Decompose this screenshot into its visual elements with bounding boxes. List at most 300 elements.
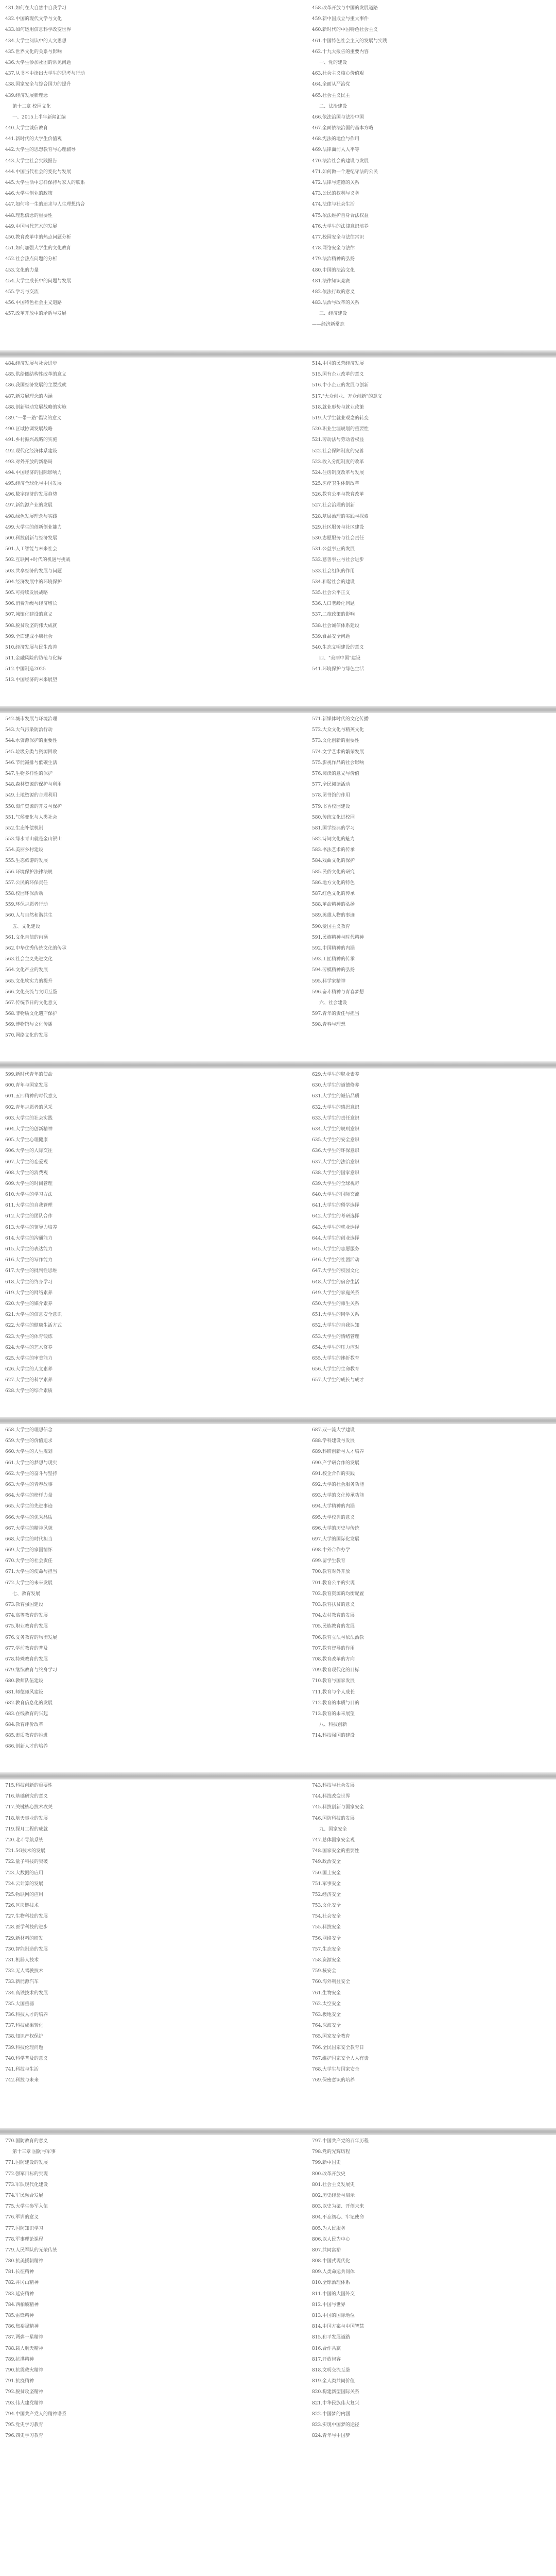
- right-column: [312, 3, 549, 331]
- list-item: 709.教育现代化的目标: [312, 1668, 360, 1673]
- list-item: 755.科技安全: [312, 1925, 341, 1930]
- list-item: 655.大学生的挫折教育: [312, 1355, 360, 1361]
- list-item: 501.人工智能与未来社会: [5, 547, 58, 552]
- list-item: 798.党的光辉历程: [312, 2149, 351, 2155]
- list-item: 528.基层治理的实践与探索: [312, 514, 369, 519]
- list-item: 807.共同富裕: [312, 2247, 341, 2253]
- list-item: 782.井冈山精神: [5, 2280, 39, 2286]
- list-item: 781.长征精神: [5, 2269, 34, 2275]
- list-item: 525.医疗卫生体制改革: [312, 481, 360, 487]
- list-item: 487.新发展理念的内涵: [5, 394, 53, 399]
- right-column: [312, 359, 549, 675]
- list-item: 769.保密意识的培养: [312, 2078, 355, 2083]
- list-item: 743.科技与社会发展: [312, 1783, 355, 1788]
- list-item: 531.公益事业的发展: [312, 547, 355, 552]
- document-page: [0, 1425, 556, 1775]
- list-item: 789.抗洪精神: [5, 2357, 34, 2362]
- list-item: 544.水资源保护的重要性: [5, 738, 58, 744]
- list-item: 521.劳动法与劳动者权益: [312, 437, 364, 443]
- list-item: 446.大学生创业的政策: [5, 191, 53, 197]
- list-item: 504.经济发展中的环境保护: [5, 579, 62, 585]
- list-item: 440.大学生诚信教育: [5, 126, 48, 131]
- list-item: 553.绿水青山就是金山银山: [5, 837, 62, 842]
- list-item: 522.社会保障制度的完善: [312, 448, 364, 454]
- list-item: 721.5G技术的发展: [5, 1849, 45, 1854]
- list-item: 436.大学生参加社团的常见问题: [5, 60, 72, 65]
- list-item: 700.教育对外开放: [312, 1569, 351, 1575]
- list-item: 727.生物科技的发展: [5, 1914, 48, 1920]
- list-item: 536.人口老龄化问题: [312, 601, 355, 607]
- list-item: 520.职业生涯规划的重要性: [312, 427, 369, 432]
- list-item: 540.生态文明建设的意义: [312, 645, 364, 650]
- section-heading: 四、"美丽中国"建设: [319, 656, 361, 662]
- list-item: 606.大学生的人际交往: [5, 1148, 53, 1154]
- list-item: 759.核安全: [312, 1969, 337, 1974]
- list-item: 774.军民融合发展: [5, 2193, 44, 2198]
- list-item: 618.大学生的终身学习: [5, 1279, 53, 1285]
- list-item: 594.劳模精神的弘扬: [312, 968, 355, 973]
- list-item: 589.英雄人物的事迹: [312, 913, 355, 919]
- list-item: 735.大国重器: [5, 2001, 34, 2007]
- list-item: 718.航天事业的发展: [5, 1816, 48, 1821]
- list-item: 693.大学的文化传承功能: [312, 1493, 364, 1499]
- list-item: 605.大学生心理健康: [5, 1138, 48, 1143]
- list-item: 498.绿色发展理念与实践: [5, 514, 58, 519]
- list-item: 645.大学生的志愿服务: [312, 1247, 360, 1252]
- list-item: 455.学习与交流: [5, 289, 39, 295]
- list-item: 535.社会公平正义: [312, 590, 351, 596]
- list-item: 518.就业形势与就业政策: [312, 404, 364, 410]
- list-item: 788.载人航天精神: [5, 2346, 44, 2351]
- list-item: 665.大学生的先进事迹: [5, 1504, 53, 1510]
- list-item: 526.教育公平与教育改革: [312, 492, 364, 498]
- list-item: 678.特殊教育的发展: [5, 1656, 48, 1662]
- page-divider: [0, 1772, 556, 1780]
- list-item: 552.生态补偿机制: [5, 825, 44, 831]
- list-item: 475.依法维护自身合法权益: [312, 213, 369, 218]
- list-item: 512.中国制造2025: [5, 667, 46, 672]
- list-item: 566.文化交流与文明互鉴: [5, 989, 58, 995]
- list-item: 450.教育改革中的热点问题分析: [5, 234, 72, 240]
- list-item: 477.校园安全与法律常识: [312, 234, 364, 240]
- list-item: 713.教育的未来展望: [312, 1711, 355, 1717]
- list-item: 695.大学校训的意义: [312, 1515, 355, 1520]
- list-item: 559.环保志愿者行动: [5, 902, 48, 908]
- list-item: 676.义务教育的均衡发展: [5, 1635, 58, 1640]
- list-item: 749.政治安全: [312, 1859, 341, 1865]
- list-item: 496.数字经济的发展趋势: [5, 492, 58, 498]
- list-item: 804.不忘初心、牢记使命: [312, 2215, 364, 2221]
- list-item: 691.校企合作的实践: [312, 1471, 355, 1477]
- list-item: 637.大学生的法治意识: [312, 1159, 360, 1165]
- list-item: 612.大学生的团队合作: [5, 1214, 53, 1219]
- list-item: 633.大学生的责任意识: [312, 1115, 360, 1121]
- left-column: [5, 1070, 242, 1397]
- list-item: 560.人与自然和谐共生: [5, 913, 53, 919]
- list-item: 434.大学生阅读中的人文思想: [5, 38, 67, 44]
- list-item: 720.北斗导航系统: [5, 1837, 44, 1843]
- list-item: 771.国防建设的发展: [5, 2160, 48, 2166]
- list-item: 489."一带一路"倡议的意义: [5, 415, 62, 421]
- list-item: 596.奋斗精神与青春梦想: [312, 989, 364, 995]
- list-item: 703.教育扶贫的意义: [312, 1602, 355, 1607]
- list-item: 584.戏曲文化的保护: [312, 858, 355, 864]
- list-item: 739.科技伦理问题: [5, 2045, 44, 2050]
- list-item: 457.改革开放中的矛盾与发展: [5, 311, 67, 317]
- list-item: 679.继续教育与终身学习: [5, 1668, 58, 1673]
- list-item: 793.伟大建党精神: [5, 2400, 44, 2406]
- list-item: 451.如何加强大学生的文化教育: [5, 246, 72, 251]
- list-item: 751.军事安全: [312, 1881, 341, 1887]
- list-item: 585.民俗文化的研究: [312, 869, 355, 875]
- list-item: 717.关键核心技术攻关: [5, 1805, 53, 1810]
- list-item: 506.消费升级与经济增长: [5, 601, 58, 607]
- list-item: 708.教育改革的方向: [312, 1656, 355, 1662]
- list-item: 458.改革开放与中国的发展道路: [312, 6, 378, 11]
- list-item: 673.教育强国建设: [5, 1602, 44, 1607]
- list-item: 737.科技成果转化: [5, 2023, 44, 2029]
- list-item: 797.中国共产党的百年历程: [312, 2139, 369, 2144]
- section-heading: 第十三章 国防与军事: [12, 2149, 56, 2155]
- list-item: 634.大学生的规则意识: [312, 1126, 360, 1132]
- list-item: 573.文化创新的重要性: [312, 738, 360, 744]
- document-page: [0, 2136, 556, 2486]
- list-item: 592.中国精神的内涵: [312, 945, 355, 951]
- list-item: 760.海外利益安全: [312, 1979, 351, 1985]
- list-item: 505.可持续发展战略: [5, 590, 48, 596]
- list-item: 469.法律面前人人平等: [312, 147, 360, 153]
- list-item: 775.大学生参军入伍: [5, 2204, 48, 2210]
- list-item: 669.大学生的家国情怀: [5, 1548, 53, 1553]
- list-item: 488.创新驱动发展战略的实施: [5, 404, 67, 410]
- list-item: 640.大学生的国际交流: [312, 1192, 360, 1198]
- list-item: 672.大学生的未来发展: [5, 1580, 53, 1586]
- list-item: 471.如何做一个遵纪守法的公民: [312, 169, 378, 175]
- list-item: 795.党史学习教育: [5, 2422, 44, 2428]
- list-item: 632.大学生的感恩意识: [312, 1105, 360, 1110]
- list-item: 478.网络安全与法律: [312, 246, 355, 251]
- list-item: 514.中国的民营经济发展: [312, 361, 364, 366]
- list-item: 705.民族教育的发展: [312, 1624, 355, 1630]
- right-column: [312, 1781, 549, 2086]
- list-item: 801.社会主义发展史: [312, 2182, 355, 2188]
- list-item: 529.社区服务与社区建设: [312, 524, 364, 530]
- list-item: 794.中国共产党人的精神谱系: [5, 2411, 67, 2417]
- list-item: 557.公民的环保责任: [5, 880, 48, 886]
- list-item: 485.供给侧结构性改革的意义: [5, 372, 67, 378]
- list-item: 435.世界文化的关系与影响: [5, 49, 62, 55]
- list-item: 752.经济安全: [312, 1892, 341, 1897]
- list-item: 644.大学生的创业选择: [312, 1235, 360, 1241]
- list-item: 707.教育督导的作用: [312, 1646, 355, 1651]
- list-item: 570.网络文化的发展: [5, 1033, 48, 1039]
- list-item: 754.社会安全: [312, 1914, 341, 1920]
- list-item: 666.大学生的优秀品质: [5, 1515, 53, 1520]
- list-item: 822.中国梦的内涵: [312, 2411, 351, 2417]
- list-item: 616.大学生的写作能力: [5, 1258, 53, 1263]
- list-item: 599.新时代青年的使命: [5, 1072, 53, 1077]
- list-item: 554.美丽乡村建设: [5, 848, 44, 853]
- list-item: 724.云计算的发展: [5, 1881, 44, 1887]
- list-item: 635.大学生的安全意识: [312, 1138, 360, 1143]
- list-item: 579.书香校园建设: [312, 804, 351, 809]
- section-heading: 六、社会建设: [319, 1000, 348, 1006]
- list-item: 661.大学生的梦想与现实: [5, 1460, 58, 1466]
- list-item: 507.城镇化建设的意义: [5, 612, 53, 618]
- list-item: 659.大学生的价值追求: [5, 1438, 53, 1444]
- list-item: 791.抗疫精神: [5, 2379, 34, 2384]
- list-item: 670.大学生的社会责任: [5, 1558, 53, 1564]
- list-item: 545.垃圾分类与资源回收: [5, 749, 58, 755]
- list-item: 765.国家安全教育: [312, 2034, 351, 2040]
- list-item: 796.四史学习教育: [5, 2433, 44, 2439]
- list-item: 776.军训的意义: [5, 2215, 39, 2221]
- list-item: 699.留学生教育: [312, 1558, 346, 1564]
- list-item: 465.社会主义民主: [312, 93, 351, 98]
- list-item: 685.素质教育的推进: [5, 1733, 48, 1739]
- list-item: 629.大学生的职业素养: [312, 1072, 360, 1077]
- section-heading: 第十二章 校园文化: [12, 104, 51, 109]
- list-item: 555.生态旅游的发展: [5, 858, 48, 864]
- list-item: 462.十九大报告的重要内容: [312, 49, 369, 55]
- list-item: 561.文化自信的内涵: [5, 935, 48, 940]
- list-item: 582.诗词文化的魅力: [312, 837, 355, 842]
- list-item: 722.量子科技的突破: [5, 1859, 48, 1865]
- list-item: 662.大学生的奋斗与坚持: [5, 1471, 58, 1477]
- list-item: 431.如何在大自然中自我学习: [5, 6, 67, 11]
- list-item: 704.农村教育的发展: [312, 1613, 355, 1619]
- list-item: 551.气候变化与人类社会: [5, 815, 58, 820]
- list-item: 568.非物质文化遗产保护: [5, 1011, 58, 1017]
- list-item: 779.人民军队的光荣传统: [5, 2247, 58, 2253]
- list-item: 803.以史为鉴、开创未来: [312, 2204, 364, 2210]
- list-item: 748.国家安全的重要性: [312, 1849, 360, 1854]
- list-item: 639.大学生的全球视野: [312, 1181, 360, 1187]
- list-item: 808.中国式现代化: [312, 2259, 351, 2264]
- list-item: 438.国家安全与综合国力的提升: [5, 82, 72, 88]
- list-item: 491.乡村振兴战略的实施: [5, 437, 58, 443]
- list-item: 725.物联网的应用: [5, 1892, 44, 1897]
- list-item: 490.区域协调发展战略: [5, 427, 53, 432]
- list-item: 602.青年志愿者的风采: [5, 1105, 53, 1110]
- list-item: 667.大学生的精神风貌: [5, 1526, 53, 1531]
- list-item: 778.军事理论课程: [5, 2236, 44, 2242]
- list-item: 753.文化安全: [312, 1903, 341, 1909]
- right-column: [312, 1070, 549, 1386]
- section-heading: 七、教育发展: [12, 1591, 41, 1597]
- page-divider: [0, 1061, 556, 1069]
- list-item: 460.新时代的中国特色社会主义: [312, 27, 378, 33]
- left-column: [5, 1425, 242, 1753]
- list-item: 742.科技与未来: [5, 2078, 39, 2083]
- list-item: 607.大学生的恋爱观: [5, 1159, 48, 1165]
- list-item: 564.文化产业的发展: [5, 968, 48, 973]
- list-item: 726.区块链技术: [5, 1903, 39, 1909]
- list-item: 576.阅读的意义与价值: [312, 771, 360, 776]
- list-item: 821.中华民族伟大复兴: [312, 2400, 360, 2406]
- list-item: 766.全民国家安全教育日: [312, 2045, 364, 2050]
- list-item: 613.大学生的领导力培养: [5, 1225, 58, 1230]
- list-item: 454.大学生成长中的问题与发展: [5, 278, 72, 284]
- list-item: 653.大学生的情绪管理: [312, 1334, 360, 1340]
- list-item: 601.五四精神的时代意义: [5, 1094, 58, 1099]
- list-item: 563.社会主义先进文化: [5, 957, 53, 962]
- list-item: 463.社会主义核心价值观: [312, 71, 364, 77]
- list-item: 578.图书馆的作用: [312, 793, 351, 799]
- list-item: 581.国学经典的学习: [312, 825, 355, 831]
- list-item: 642.大学生的考研选择: [312, 1214, 360, 1219]
- list-item: 689.科研创新与人才培养: [312, 1449, 364, 1455]
- list-item: 719.探月工程的成就: [5, 1826, 48, 1832]
- list-item: 806.以人民为中心: [312, 2236, 351, 2242]
- list-item: 500.科技创新与经济发展: [5, 536, 58, 541]
- list-item: 547.生物多样性的保护: [5, 771, 53, 776]
- list-item: 683.在线教育的兴起: [5, 1711, 48, 1717]
- list-item: 783.延安精神: [5, 2291, 34, 2297]
- list-item: 580.传统文化进校园: [312, 815, 355, 820]
- list-item: 610.大学生的学习方法: [5, 1192, 53, 1198]
- list-item: 516.中小企业的发展与创新: [312, 383, 369, 388]
- section-heading: 一、2015上半年新闻汇编: [12, 114, 66, 120]
- list-item: 746.国防科技的发展: [312, 1816, 355, 1821]
- list-item: 444.中国当代社会的变化与发展: [5, 169, 72, 175]
- list-item: 626.大学生的人文素养: [5, 1367, 53, 1372]
- list-item: 548.森林资源的保护与利用: [5, 782, 62, 788]
- list-item: 688.学科建设与发展: [312, 1438, 355, 1444]
- list-item: 476.大学生的法律意识培养: [312, 224, 369, 229]
- list-item: 711.教育与个人成长: [312, 1689, 355, 1695]
- list-item: 658.大学生的理想信念: [5, 1428, 53, 1433]
- list-item: 482.依法行政的意义: [312, 289, 355, 295]
- list-item: 442.大学生的思想教育与心理辅导: [5, 147, 76, 153]
- list-item: 641.大学生的留学选择: [312, 1203, 360, 1209]
- list-item: 546.节能减排与低碳生活: [5, 760, 58, 766]
- list-item: 786.焦裕禄精神: [5, 2324, 39, 2330]
- list-item: 675.职业教育的发展: [5, 1624, 48, 1630]
- list-item: 575.影视作品的社会影响: [312, 760, 364, 766]
- page-divider: [0, 1417, 556, 1424]
- section-heading: 一、党的建设: [319, 60, 348, 65]
- list-item: 562.中华优秀传统文化的传承: [5, 945, 67, 951]
- list-item: 510.经济发展与民生改善: [5, 645, 58, 650]
- list-item: 714.科技强国的建设: [312, 1733, 355, 1739]
- list-item: 608.大学生的消费观: [5, 1170, 48, 1176]
- section-heading: 八、科技创新: [319, 1722, 348, 1728]
- list-item: 479.法治精神的弘扬: [312, 257, 355, 262]
- list-item: 503.共享经济的发展与问题: [5, 568, 62, 574]
- list-item: 470.法治社会的建设与发展: [312, 158, 369, 164]
- list-item: ——经济新常态: [312, 322, 345, 328]
- list-item: 474.法律与社会生活: [312, 202, 355, 208]
- list-item: 595.科学家精神: [312, 978, 346, 984]
- list-item: 597.青年的责任与担当: [312, 1011, 360, 1017]
- list-item: 627.大学生的科学素养: [5, 1378, 53, 1383]
- list-item: 663.大学生的青春故事: [5, 1482, 53, 1487]
- list-item: 571.新媒体时代的文化传播: [312, 717, 369, 722]
- left-column: [5, 1781, 242, 2086]
- list-item: 583.书法艺术的传承: [312, 848, 355, 853]
- list-item: 495.经济全球化与中国发展: [5, 481, 62, 487]
- list-item: 764.深海安全: [312, 2023, 341, 2029]
- list-item: 677.学前教育的普及: [5, 1646, 48, 1651]
- list-item: 527.社会治理的创新: [312, 503, 355, 509]
- section-heading: 二、法治建设: [319, 104, 348, 109]
- list-item: 464.全面从严治党: [312, 82, 351, 88]
- page-divider: [0, 350, 556, 358]
- list-item: 486.我国经济发展的主要成就: [5, 383, 67, 388]
- list-item: 590.爱国主义教育: [312, 924, 351, 929]
- list-item: 549.土地资源的合理利用: [5, 793, 58, 799]
- list-item: 631.大学生的诚信品质: [312, 1094, 360, 1099]
- list-item: 543.大气污染防治行动: [5, 727, 53, 733]
- document-page: [0, 3, 556, 353]
- list-item: 664.大学生的榜样力量: [5, 1493, 53, 1499]
- list-item: 523.收入分配制度的改革: [312, 459, 364, 465]
- list-item: 738.知识产权保护: [5, 2034, 44, 2040]
- list-item: 814.中国方案与中国智慧: [312, 2324, 364, 2330]
- list-item: 792.脱贫攻坚精神: [5, 2389, 44, 2395]
- list-item: 611.大学生的自我管理: [5, 1203, 53, 1209]
- list-item: 493.对外开放的新格局: [5, 459, 53, 465]
- list-item: 696.大学的历史与传统: [312, 1526, 360, 1531]
- page-divider: [0, 706, 556, 713]
- list-item: 809.人类命运共同体: [312, 2269, 355, 2275]
- right-column: [312, 714, 549, 1030]
- list-item: 702.教育资源的均衡配置: [312, 1591, 364, 1597]
- list-item: 763.极地安全: [312, 2012, 341, 2018]
- list-item: 628.大学生的综合素质: [5, 1388, 53, 1394]
- list-item: 758.资源安全: [312, 1958, 341, 1963]
- list-item: 716.基础研究的意义: [5, 1794, 48, 1800]
- list-item: 441.新时代的大学生价值观: [5, 137, 62, 142]
- section-heading: 九、国家安全: [319, 1826, 348, 1832]
- list-item: 812.中国与世界: [312, 2302, 346, 2308]
- list-item: 654.大学生的压力应对: [312, 1345, 360, 1350]
- list-item: 780.抗美援朝精神: [5, 2259, 44, 2264]
- list-item: 502.互联网+时代的机遇与挑战: [5, 557, 71, 563]
- list-item: 744.科技改变世界: [312, 1794, 351, 1800]
- list-item: 466.依法治国与法治中国: [312, 114, 364, 120]
- list-item: 819.全人类共同价值: [312, 2379, 355, 2384]
- list-item: 625.大学生的审美能力: [5, 1355, 53, 1361]
- list-item: 649.大学生的家庭关系: [312, 1290, 360, 1296]
- list-item: 647.大学生的校园文化: [312, 1268, 360, 1274]
- list-item: 467.全面依法治国的基本方略: [312, 126, 374, 131]
- list-item: 494.中国经济的国际影响力: [5, 470, 62, 476]
- list-item: 530.志愿服务与社会责任: [312, 536, 364, 541]
- list-item: 824.青年与中国梦: [312, 2433, 351, 2439]
- list-item: 712.教育的本质与目的: [312, 1700, 360, 1706]
- list-item: 799.新中国史: [312, 2160, 341, 2166]
- list-item: 745.科技创新与国家安全: [312, 1805, 364, 1810]
- list-item: 472.法律与道德的关系: [312, 180, 360, 185]
- list-item: 537.二孩政策的影响: [312, 612, 355, 618]
- list-item: 813.中国的国际地位: [312, 2313, 355, 2318]
- list-item: 741.科技与生活: [5, 2066, 39, 2072]
- list-item: 651.大学生的同学关系: [312, 1312, 360, 1318]
- list-item: 519.大学生就业观念的转变: [312, 415, 369, 421]
- list-item: 517."大众创业、万众创新"的意义: [312, 394, 383, 399]
- list-item: 800.改革开放史: [312, 2171, 346, 2177]
- list-item: 565.文化软实力的提升: [5, 978, 53, 984]
- list-item: 567.传统节日的文化意义: [5, 1000, 58, 1006]
- list-item: 452.社会热点问题的分析: [5, 257, 58, 262]
- list-item: 740.科学普及的意义: [5, 2056, 48, 2061]
- list-item: 660.大学生的人生规划: [5, 1449, 53, 1455]
- list-item: 619.大学生的网络素养: [5, 1290, 53, 1296]
- list-item: 515.国有企业改革的意义: [312, 372, 364, 378]
- list-item: 698.中外合作办学: [312, 1548, 351, 1553]
